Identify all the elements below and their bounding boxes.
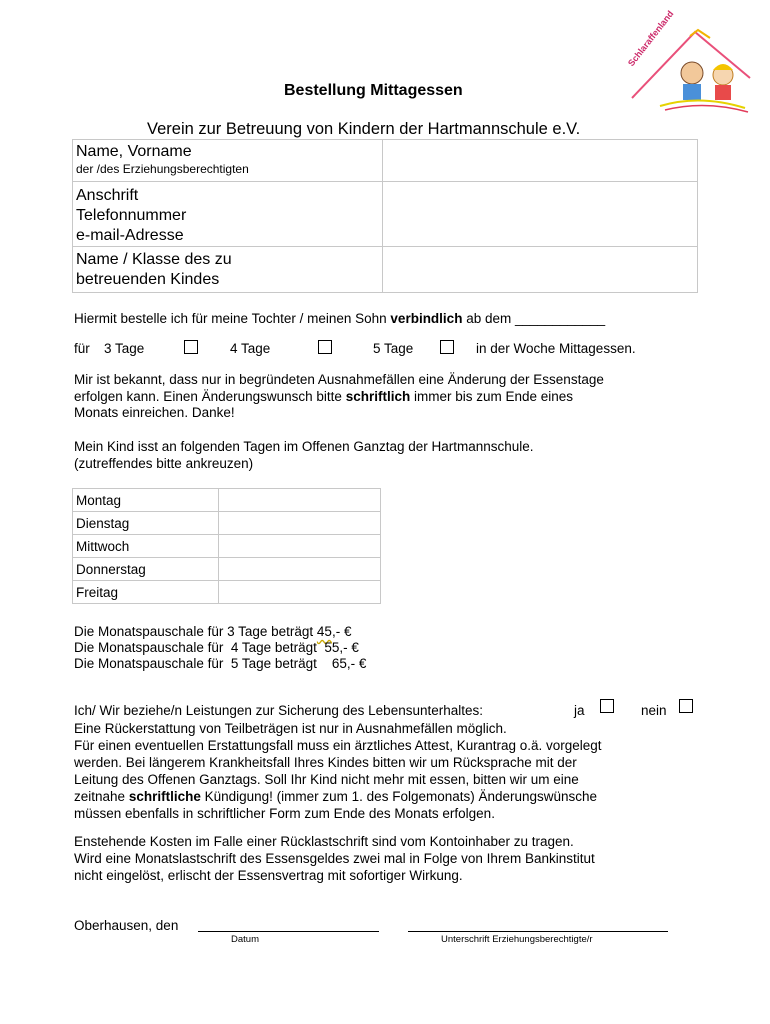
days-prefix: für [74, 341, 90, 356]
ganztag-line1: Mein Kind isst an folgenden Tagen im Offenen Ganztag der Hartmannschule. [74, 439, 534, 454]
benefits-yes-checkbox[interactable] [600, 699, 614, 717]
child-label-line1: Name / Klasse des zu [76, 251, 232, 268]
address-label-cell [73, 182, 383, 247]
name-label: Name, Vorname [76, 143, 192, 160]
info-table [72, 139, 698, 293]
child-input-cell[interactable] [383, 247, 698, 293]
ganztag-line2: (zutreffendes bitte ankreuzen) [74, 456, 254, 471]
costs-line3: nicht eingelöst, erlischt der Essensvertrag mit sofortiger Wirkung. [74, 868, 463, 883]
refund-line4: Leitung des Offenen Ganztags. Soll Ihr Kind nicht mehr mit essen, bitten wir um eine [74, 772, 579, 787]
weekday-label-wednesday: Mittwoch [73, 535, 219, 558]
refund-line6: müssen ebenfalls in schriftlicher Form zum Ende des Monats erfolgen. [74, 806, 495, 821]
refund-line2: Für einen eventuellen Erstattungsfall muss ein ärztliches Attest, Kurantrag o.ä. vorgelegt [74, 738, 602, 753]
name-input-cell[interactable] [383, 140, 698, 182]
benefits-question: Ich/ Wir beziehe/n Leistungen zur Sicherung des Lebensunterhaltes: [74, 703, 484, 718]
subtitle: Verein zur Betreuung von Kindern der Hartmannschule e.V. [147, 120, 581, 138]
weekday-check-friday[interactable] [219, 581, 381, 604]
address-input-cell[interactable] [383, 182, 698, 247]
refund-line1: Eine Rückerstattung von Teilbeträgen ist nur in Ausnahmefällen möglich. [74, 721, 507, 736]
notice-line2-after: immer bis zum Ende eines [413, 389, 574, 404]
costs-line2: Wird eine Monatslastschrift des Essensgeldes zwei mal in Folge von Ihrem Bankinstitut [74, 851, 595, 866]
date-label: Datum [231, 934, 259, 945]
days-suffix: in der Woche Mittagessen. [476, 341, 636, 356]
child-label-line2: betreuenden Kindes [76, 271, 220, 288]
date-line[interactable] [198, 931, 379, 932]
refund-line5-before: zeitnahe [74, 789, 126, 804]
refund-line3: werden. Bei längerem Krankheitsfall Ihres Kindes bitten wir um Rücksprache mit der [74, 755, 577, 770]
price-line3: Die Monatspauschale für 5 Tage beträgt 65,- € [74, 656, 367, 671]
weekday-check-wednesday[interactable] [219, 535, 381, 558]
days-4-label: 4 Tage [230, 341, 271, 356]
price-line1 [74, 624, 351, 639]
weekday-label-tuesday: Dienstag [73, 512, 219, 535]
order-text-after: ab dem ____________ [466, 311, 606, 326]
page-title: Bestellung Mittagessen [284, 82, 463, 99]
weekday-label-thursday: Donnerstag [73, 558, 219, 581]
place-label: Oberhausen, den [74, 918, 179, 933]
name-sub-label: der /des Erziehungsberechtigten [76, 162, 249, 176]
signature-line[interactable] [408, 931, 668, 932]
costs-line1: Enstehende Kosten im Falle einer Rücklastschrift sind vom Kontoinhaber zu tragen. [74, 834, 574, 849]
refund-line5-bold: schriftliche [128, 789, 201, 804]
order-line [74, 311, 605, 326]
notice-line3: Monats einreichen. Danke! [74, 405, 235, 420]
days-3-label: 3 Tage [104, 341, 145, 356]
child-label-cell [73, 247, 383, 293]
weekday-label-friday: Freitag [73, 581, 219, 604]
notice-line2 [74, 389, 573, 404]
signature-label: Unterschrift Erziehungsberechtigte/r [441, 934, 593, 945]
price-line1-amount: 45 [316, 624, 332, 639]
days-4-checkbox[interactable] [318, 340, 332, 358]
refund-line5 [74, 789, 597, 804]
logo-graphic [620, 28, 755, 113]
logo [620, 8, 755, 113]
days-3-checkbox[interactable] [184, 340, 198, 358]
phone-label: Telefonnummer [76, 207, 187, 224]
weekday-check-monday[interactable] [219, 489, 381, 512]
email-label: e-mail-Adresse [76, 227, 184, 244]
name-label-cell [73, 140, 383, 182]
price-line1-before: Die Monatspauschale für 3 Tage beträgt [74, 624, 314, 639]
days-5-checkbox[interactable] [440, 340, 454, 358]
weekday-check-tuesday[interactable] [219, 512, 381, 535]
refund-line5-after: Kündigung! (immer zum 1. des Folgemonats) Änderungswünsche [204, 789, 598, 804]
logo-text: Schlaraffenland [626, 8, 676, 69]
price-line1-after: ,- € [331, 624, 352, 639]
notice-line1: Mir ist bekannt, dass nur in begründeten Ausnahmefällen eine Änderung der Essenstage [74, 372, 604, 387]
benefits-yes-label: ja [574, 703, 585, 718]
notice-line2-bold: schriftlich [345, 389, 411, 404]
days-5-label: 5 Tage [373, 341, 414, 356]
order-bold: verbindlich [390, 311, 463, 326]
weekday-check-thursday[interactable] [219, 558, 381, 581]
address-label: Anschrift [76, 187, 139, 204]
weekday-label-monday: Montag [73, 489, 219, 512]
weekday-table [72, 488, 381, 604]
order-text-before: Hiermit bestelle ich für meine Tochter / meinen Sohn [74, 311, 387, 326]
notice-line2-before: erfolgen kann. Einen Änderungswunsch bitte [74, 389, 342, 404]
benefits-no-label: nein [641, 703, 667, 718]
benefits-no-checkbox[interactable] [679, 699, 693, 717]
price-line2: Die Monatspauschale für 4 Tage beträgt 55,- € [74, 640, 359, 655]
